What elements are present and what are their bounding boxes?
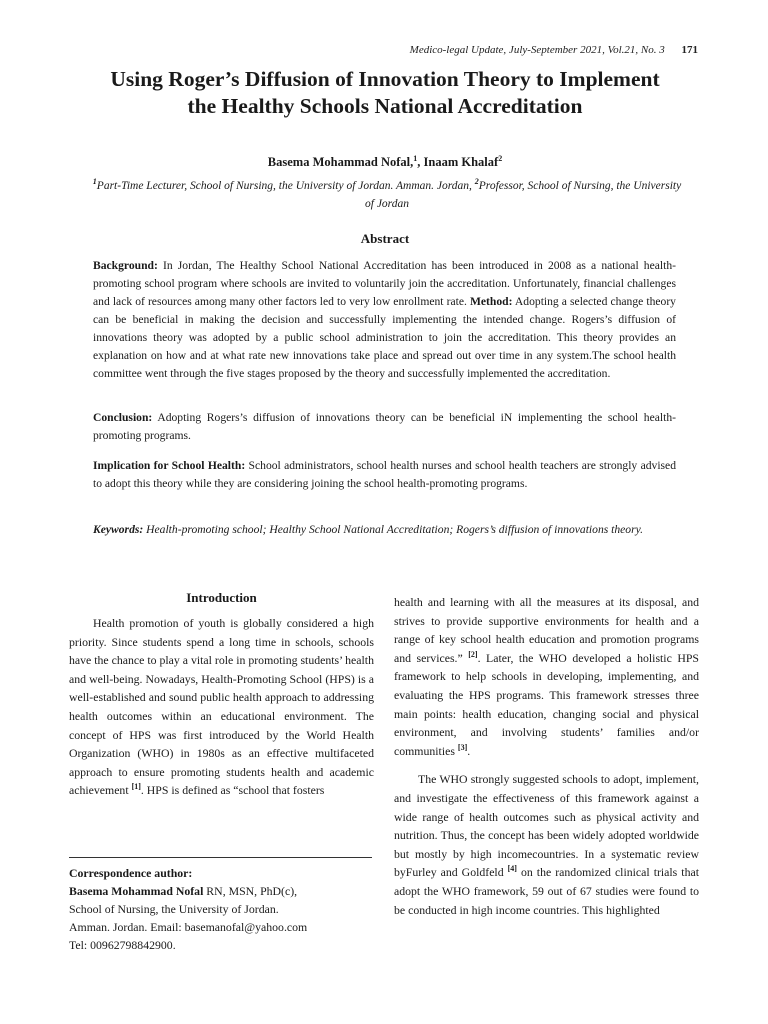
affil-sup-2: 2 (474, 177, 479, 187)
affil-text-1: Part-Time Lecturer, School of Nursing, the University of Jordan. Amman. Jordan, (96, 180, 475, 192)
correspondence-credentials: RN, MSN, PhD(c), (203, 884, 298, 898)
author-list (60, 155, 710, 170)
method-label: Method: (469, 295, 513, 308)
abstract-background-method (93, 257, 676, 383)
intro-p1-text-b: . HPS is defined as “school that fosters (140, 783, 325, 798)
title-line-1: Using Roger’s Diffusion of Innovation Theory to Implement (110, 67, 660, 91)
author-2: Inaam Khalaf (423, 155, 499, 169)
citation-ref-2: [2] (468, 649, 478, 659)
left-column (69, 590, 374, 800)
intro-p2-text-a: The WHO strongly suggested schools to adopt, implement, and investigate the effectiveness of this framework against a wide range of health outcomes such as physical activity and nutrition. Thus, the concept has been widely adopted worldwide but mostly by high incomecountries. In a systematic review byFurley and Goldfeld (394, 772, 699, 880)
intro-paragraph-1 (69, 614, 374, 800)
author-separator: , (417, 155, 424, 169)
keywords-text: Health-promoting school; Healthy School National Accreditation; Rogers’s diffusion of innovations theory. (143, 523, 644, 536)
correspondence-block (69, 864, 374, 954)
affil-text-2: Professor, School of Nursing, the University of Jordan (365, 180, 682, 210)
correspondence-school: School of Nursing, the University of Jordan. (69, 902, 279, 916)
citation-ref-1: [1] (131, 782, 141, 792)
title-line-2: the Healthy Schools National Accreditation (187, 94, 583, 118)
abstract-keywords (93, 521, 676, 539)
journal-citation: Medico-legal Update, July-September 2021, Vol.21, No. 3 (409, 44, 665, 56)
implication-label: Implication for School Health: (93, 459, 246, 472)
running-head (410, 44, 698, 56)
footnote-divider (69, 857, 372, 858)
author-2-sup: 2 (498, 153, 503, 163)
implication-text: School administrators, school health nurses and school health teachers are strongly advised to adopt this theory while they are considering joining the school health-promoting programs. (93, 459, 676, 490)
correspondence-heading: Correspondence author: (69, 866, 193, 880)
correspondence-tel: Tel: 00962798842900. (69, 938, 176, 952)
citation-ref-3: [3] (457, 742, 468, 752)
abstract-implication (93, 457, 676, 493)
correspondence-name-line (69, 882, 374, 900)
conclusion-text: Adopting Rogers’s diffusion of innovations theory can be beneficial iN implementing the school health-promoting programs. (93, 411, 676, 442)
right-column (394, 593, 699, 919)
correspondence-email: Amman. Jordan. Email: basemanofal@yahoo.com (69, 920, 308, 934)
conclusion-label: Conclusion: (93, 411, 153, 424)
intro-paragraph-1-continued (394, 593, 699, 760)
affiliations (92, 177, 682, 213)
intro-p1-text-a: Health promotion of youth is globally considered a high priority. Since students spend a long time in schools, schools have the chance to play a vital role in promoting students’ health and well-being. Nowadays, Health-Promoting School (HPS) is a well-established and sound public health approach to addressing health outcomes within an educational environment. The concept of HPS was first introduced by the World Health Organization (WHO) in 1980s as an effective multifaceted approach to ensure promoting students health and academic achievement (69, 616, 374, 798)
author-1: Basema Mohammad Nofal, (267, 155, 414, 169)
keywords-label: Keywords: (93, 523, 144, 536)
intro-paragraph-2 (394, 770, 699, 919)
intro-p1-cont-b: . Later, the WHO developed a holistic HPS framework to help schools in developing, implementing, and evaluating the HPS programs. This framework stresses three main points: health education, changing social and physical environment, and involving students’ families and/or communities (394, 650, 699, 758)
intro-p1-cont-a: health and learning with all the measures at its disposal, and strives to provide supportive environments for health and a range of key school health education and promotion programs and services.” (394, 595, 699, 665)
author-1-sup: 1 (413, 153, 418, 163)
page-number: 171 (681, 44, 698, 56)
introduction-heading: Introduction (186, 590, 257, 605)
method-text: Adopting a selected change theory can be beneficial in making the decision and successfully implementing the intended change. Rogers’s diffusion of innovations theory was adopted by a public school administration to join the accreditation. This theory provides an explanation on how and at what rate new innovations take place and spread out over time in any system.The school health committee went through the five stages proposed by the theory and successfully implemented the accreditation. (93, 295, 676, 380)
intro-p1-cont-c: . (467, 743, 471, 758)
correspondence-name: Basema Mohammad Nofal (69, 884, 204, 898)
abstract-conclusion (93, 409, 676, 445)
intro-p2-text-b: on the randomized clinical trials that adopt the WHO framework, 59 out of 67 studies were found to be conducted in high income countries. This highlighted (394, 865, 699, 917)
citation-ref-4: [4] (507, 864, 517, 874)
affil-sup-1: 1 (92, 177, 97, 187)
background-text: In Jordan, The Healthy School National Accreditation has been introduced in 2008 as a national health-promoting school program where schools are invited to voluntarily join the accreditation. Unfortunately, financial challenges and lack of resources among many other factors led to very low enrollment rate. (93, 259, 676, 308)
abstract-heading: Abstract (360, 231, 410, 246)
article-title (60, 66, 710, 120)
background-label: Background: (93, 259, 158, 272)
